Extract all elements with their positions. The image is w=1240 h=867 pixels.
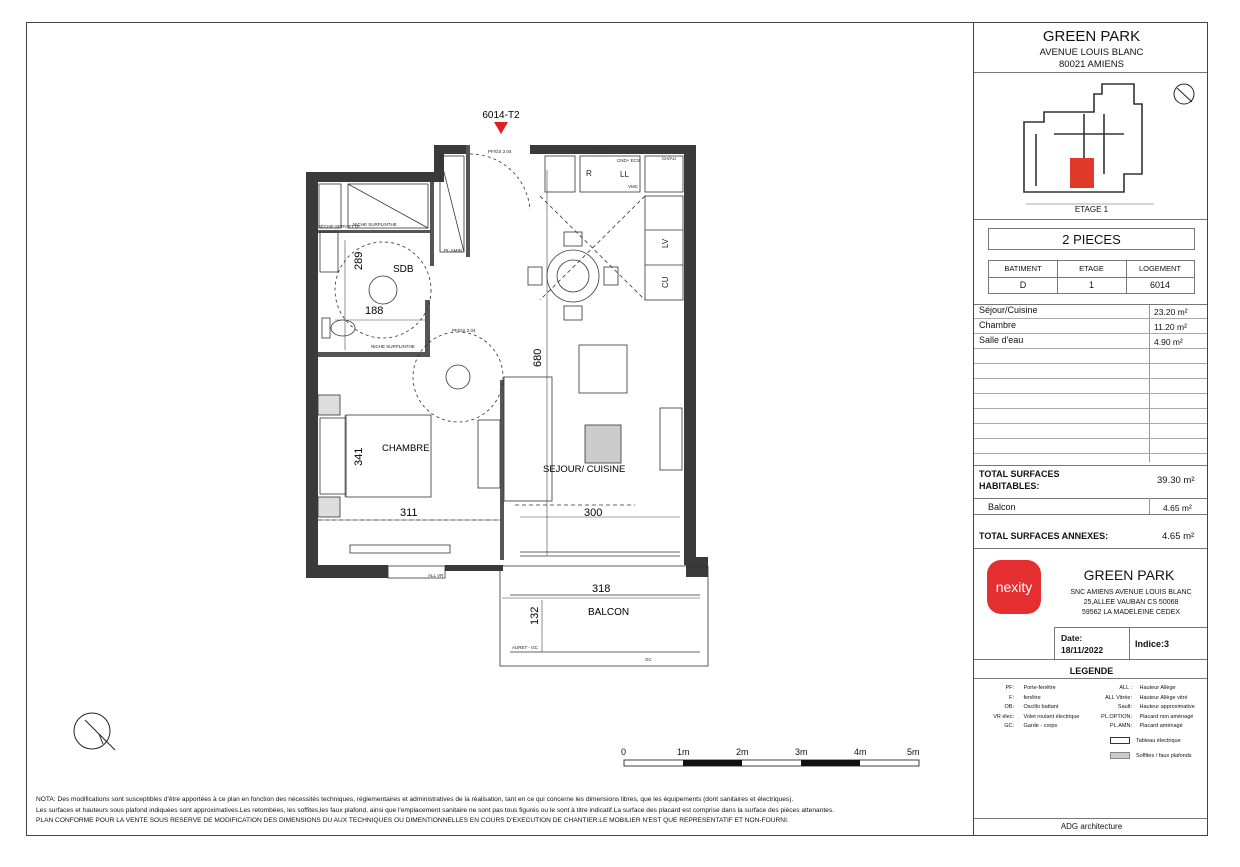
surface-value-sdb: 4.90 m² [1154,337,1183,347]
room-label-chambre: CHAMBRE [382,443,430,454]
electrical-panel-icon [1110,737,1130,744]
scale-label-4: 4m [854,747,867,757]
company-line-1: SNC AMIENS AVENUE LOUIS BLANC [1070,589,1192,596]
key-plan-highlight [1070,158,1094,188]
scale-bar [624,760,919,766]
architect: ADG architecture [1060,822,1123,831]
label-pf-mid: PF/GS 2.04 [452,328,476,333]
note-line-2: Les surfaces et hauteurs sous plafond indiquées sont approximatives.Les retombées, les soffites,les faux plafond, ainsi que l'emplacement sanitaire ne sont pas tous figurés ou le sont à titre indicatif.La surface des placard est comprise dans la surface des pièces attenantes. [36,806,834,814]
total-annexes-value: 4.65 m² [1162,531,1195,542]
value-etage: 1 [1088,280,1094,290]
project-address-2: 80021 AMIENS [1059,59,1124,70]
company-name: GREEN PARK [1083,567,1175,583]
label-cnd: CND+ ECS [617,158,640,163]
room-label-sejour: SEJOUR/ CUISINE [543,464,626,475]
nexity-logo-text: nexity [995,579,1033,595]
nexity-logo [987,560,1041,614]
surface-name-chambre: Chambre [979,320,1017,330]
north-arrow-icon [74,713,115,750]
company-line-2: 25,ALLEE VAUBAN CS 50068 [1083,599,1179,606]
label-lv: LV [661,238,670,248]
floor-label: ETAGE 1 [1074,205,1109,214]
scale-label-1: 1m [677,747,690,757]
dim-balcon-width: 318 [592,583,611,595]
surfaces-table [974,304,1207,464]
project-address-1: AVENUE LOUIS BLANC [1039,47,1144,58]
legend-title: LEGENDE [1069,666,1114,676]
note-line-3: PLAN CONFORME POUR LA VENTE SOUS RESERVE DE MODIFICATION DES DIMENSIONS DU AUX TECHNIQUES OU DIMENTIONNELLES EN COURS D'EXECUTION DE CHANTIER.LE MOBILIER N'EST QUE REPRESENTATIF ET NON-FOURNI. [36,817,789,824]
label-pf-top: PF/GS 2.04 [488,149,512,154]
legend-symbol-1: Tableau électrique [1136,738,1181,744]
total-habitables-label-2: HABITABLES: [979,481,1040,491]
balcon-value: 4.65 m² [1163,503,1192,513]
label-gc: GC [645,657,652,662]
scale-label-5: 5m [907,747,920,757]
total-habitables-label-1: TOTAL SURFACES [979,469,1060,479]
key-plan-north-icon [1174,84,1194,104]
date-label: Date: [1061,633,1083,643]
dim-sejour-width: 300 [584,507,603,519]
dim-chambre-width: 311 [400,507,418,519]
surface-value-sejour: 23.20 m² [1154,307,1188,317]
room-label-sdb: SDB [393,264,414,275]
label-ll: LL [620,170,629,179]
balcony-outline [388,566,708,666]
total-habitables-value: 39.30 m² [1157,475,1195,486]
label-plamin: PL.AMIN [444,248,463,253]
dim-sdb-width: 188 [365,305,384,317]
title-block [973,22,1208,836]
legend-left: PF: Porte-fenêtre F: fenêtre OB: Oscillo battant VR élec: Volet roulant électrique GC: Garde - corps [993,685,1080,729]
bathroom-fixtures [319,156,464,338]
surface-name-sdb: Salle d'eau [979,335,1024,345]
info-table [988,260,1195,294]
dim-balcon-depth: 132 [529,606,541,625]
value-logement: 6014 [1149,280,1171,290]
note-line-1: NOTA: Des modifications sont susceptibles d'être apportées à ce plan en fonction des nécessités techniques, réglementaires et administratives de la réalisation, tant en ce qui concerne les dimensions libres, que les équipements (dont sanitaires et électriques). [36,796,794,803]
soffite-swatch-icon [1110,752,1130,759]
total-annexes-label: TOTAL SURFACES ANNEXES: [979,531,1109,541]
value-batiment: D [1019,280,1027,290]
header-batiment: BATIMENT [1004,264,1042,273]
label-r: R [586,169,592,178]
unit-marker-label: 6014-T2 [482,110,520,121]
project-name: GREEN PARK [1042,28,1141,45]
interior-walls [318,145,504,560]
label-auret: AURET - GC [512,645,538,650]
label-allvr: ALL VR [428,573,444,578]
label-chau: CH/AU [662,156,677,161]
exterior-walls [306,145,708,578]
room-label-balcon: BALCON [588,607,630,618]
header-etage: ETAGE [1079,264,1104,273]
unit-marker-arrow [494,122,508,134]
notes [36,795,971,827]
balcon-label: Balcon [988,502,1016,512]
company-line-3: 59562 LA MADELEINE CEDEX [1081,609,1181,616]
surface-name-sejour: Séjour/Cuisine [979,305,1038,315]
label-niche: NICHE SURPLINTHE [353,222,397,227]
apartment-type: 2 PIECES [988,228,1195,250]
dim-sejour-height: 680 [532,348,544,367]
label-niche2: NICHE SURPLINTHE [371,344,415,349]
date-value: 18/11/2022 [1061,645,1104,655]
scale-label-2: 2m [736,747,749,757]
header-logement: LOGEMENT [1138,264,1182,273]
indice: Indice:3 [1135,639,1170,649]
surface-value-chambre: 11.20 m² [1154,322,1187,332]
key-plan [974,74,1207,214]
legend-symbol-2: Soffites / faux plafonds [1136,753,1192,759]
dim-chambre-height: 341 [353,447,365,466]
label-vmc: VMC [628,184,638,189]
legend-right: ALL : Hauteur Allège ALL Vitrée: Hauteur Allège vitré Sault: Hauteur approximative PL.OPTION: Placard non aménagé PL.AMN: Placard aménagé [1101,685,1195,729]
label-cu: CU [661,276,670,288]
dim-sdb-height: 289 [353,251,365,270]
scale-label-0: 0 [621,747,627,757]
label-seche: SÉCHE-SERVIETTE [318,224,360,229]
scale-label-3: 3m [795,747,808,757]
